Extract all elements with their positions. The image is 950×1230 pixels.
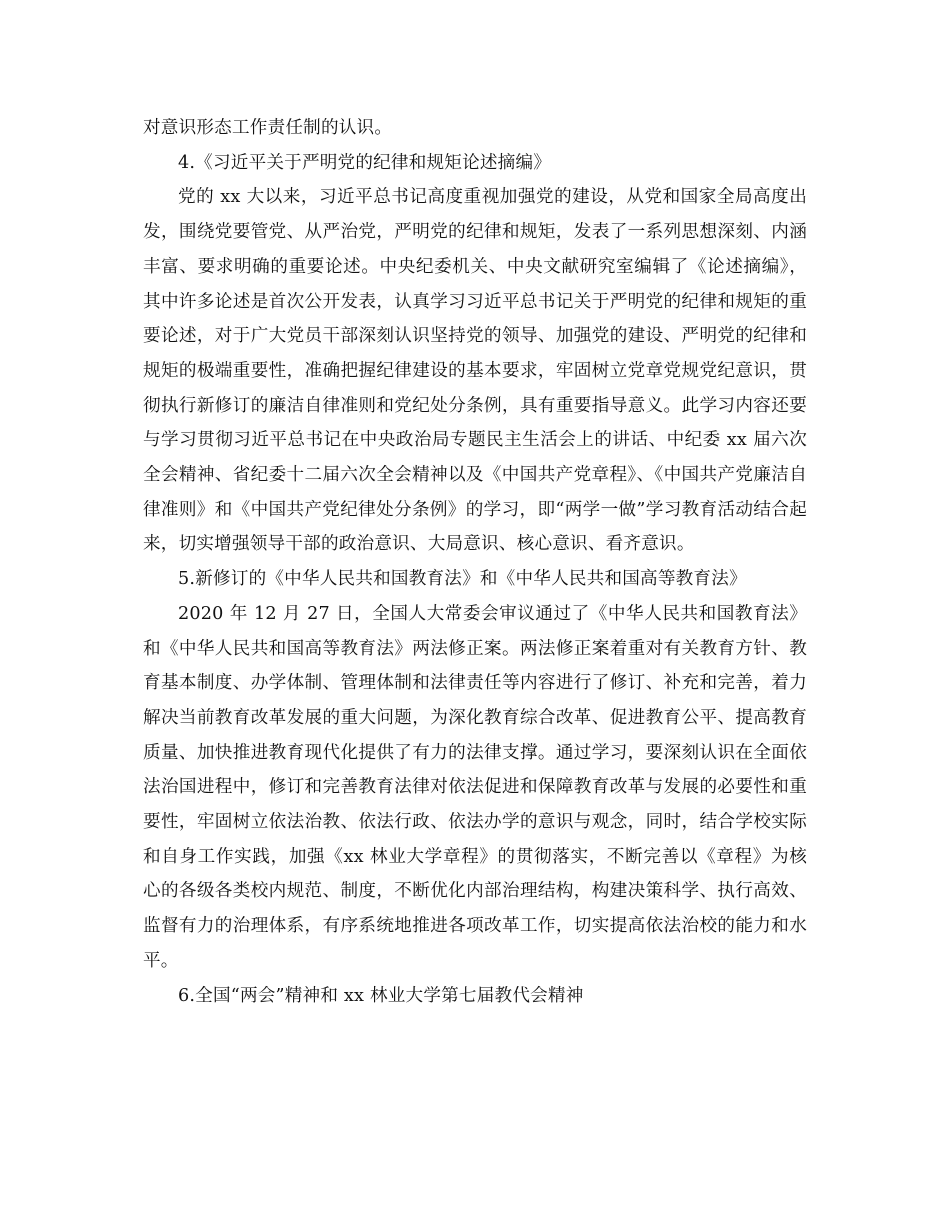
section-heading-5: 5.新修订的《中华人民共和国教育法》和《中华人民共和国高等教育法》 bbox=[178, 569, 747, 590]
document-body bbox=[143, 111, 807, 1013]
paragraph-continuation: 对意识形态工作责任制的认识。 bbox=[143, 118, 393, 138]
paragraph-discipline: 党的 xx 大以来，习近平总书记高度重视加强党的建设，从党和国家全局高度出发，围绕党要管党、从严治党，严明党的纪律和规矩，发表了一系列思想深刻、内涵丰富、要求明确的重要论述。中央纪委机关、中央文献研究室编辑了《论述摘编》，其中许多论述是首次公开发表，认真学习习近平总书记关于严明党的纪律和规矩的重要论述，对于广大党员干部深刻认识坚持党的领导、加强党的建设、严明党的纪律和规矩的极端重要性，准确把握纪律建设的基本要求，牢固树立党章党规党纪意识，贯彻执行新修订的廉洁自律准则和党纪处分条例，具有重要指导意义。此学习内容还要与学习贯彻习近平总书记在中央政治局专题民主生活会上的讲话、中纪委 xx 届六次全会精神、省纪委十二届六次全会精神以及《中国共产党章程》、《中国共产党廉洁自律准则》和《中国共产党纪律处分条例》的学习，即“两学一做”学习教育活动结合起来，切实增强领导干部的政治意识、大局意识、核心意识、看齐意识。 bbox=[143, 187, 807, 555]
section-heading-4: 4.《习近平关于严明党的纪律和规矩论述摘编》 bbox=[178, 152, 552, 173]
section-heading-6: 6.全国“两会”精神和 xx 林业大学第七届教代会精神 bbox=[178, 985, 584, 1006]
paragraph-education-law: 2020 年 12 月 27 日，全国人大常委会审议通过了《中华人民共和国教育法》和《中华人民共和国高等教育法》两法修正案。两法修正案着重对有关教育方针、教育基本制度、办学体制、管理体制和法律责任等内容进行了修订、补充和完善，着力解决当前教育改革发展的重大问题，为深化教育综合改革、促进教育公平、提高教育质量、加快推进教育现代化提供了有力的法律支撑。通过学习，要深刻认识在全面依法治国进程中，修订和完善教育法律对依法促进和保障教育改革与发展的必要性和重要性，牢固树立依法治教、依法行政、依法办学的意识与观念，同时，结合学校实际和自身工作实践，加强《xx 林业大学章程》的贯彻落实，不断完善以《章程》为核心的各级各类校内规范、制度，不断优化内部治理结构，构建决策科学、执行高效、监督有力的治理体系，有序系统地推进各项改革工作，切实提高依法治校的能力和水平。 bbox=[143, 603, 807, 971]
